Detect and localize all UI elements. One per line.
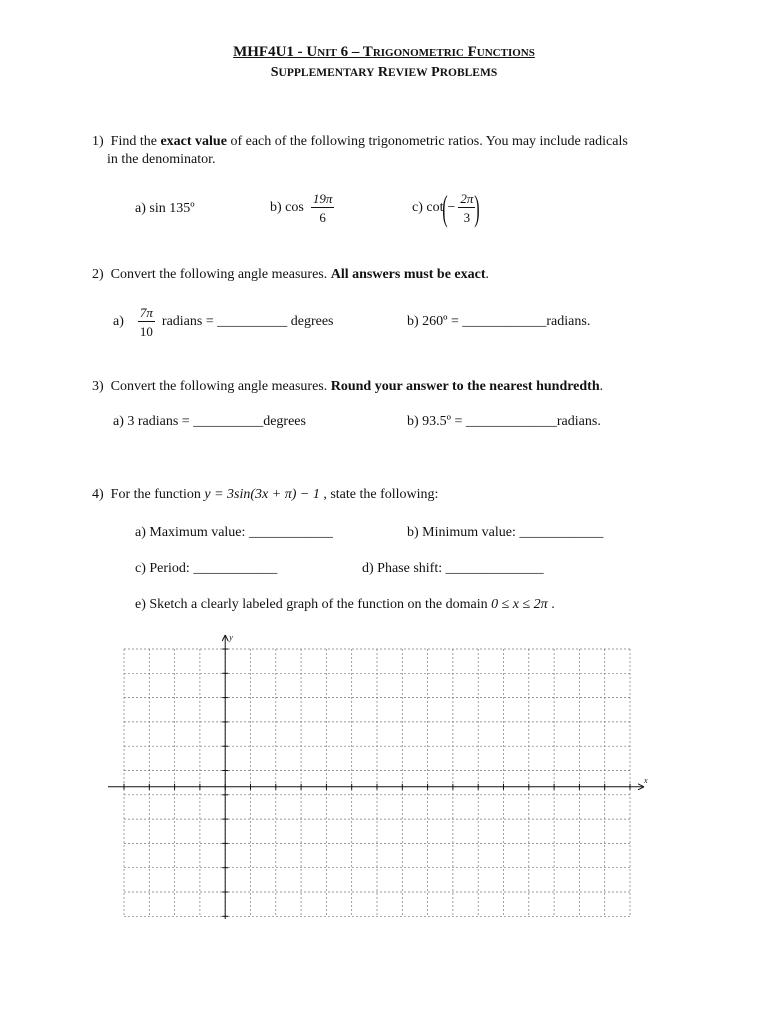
question-2a: a) $\frac{7\pi}{10}$ radians = __________ degrees: [113, 305, 334, 339]
axes: [108, 635, 644, 919]
fraction: $\frac{19\pi}{6}$: [312, 191, 333, 225]
question-4b: b) Minimum value: ____________: [407, 525, 604, 540]
question-4a: a) Maximum value: ____________: [135, 525, 333, 540]
graph-grid[interactable]: [104, 627, 650, 919]
page-subtitle: SUPPLEMENTARY REVIEW PROBLEMS: [270, 65, 498, 80]
grid-lines: [124, 649, 630, 916]
question-4-text: 4) For the function y = 3sin(3x + π) − 1 , state the following:: [92, 487, 439, 502]
page-title: MHF4U1 - UNIT 6 – TRIGONOMETRIC FUNCTIONS: [233, 44, 535, 60]
function-expression: y = 3sin(3x + π) − 1: [204, 487, 320, 502]
question-2-text: 2) Convert the following angle measures. All answers must be exact.: [92, 267, 489, 282]
question-1-text: 1) Find the exact value of each of the following trigonometric ratios. You may include radicals: [92, 134, 628, 149]
question-2b: b) 260º = ____________radians.: [407, 314, 591, 329]
fraction: $\frac{2\pi}{3}$: [460, 191, 474, 225]
question-1b: b) cos $\frac{19\pi}{6}$: [270, 191, 333, 225]
y-axis-label: y: [229, 633, 233, 642]
question-1a: a) sin 135º: [135, 201, 195, 216]
question-4d: d) Phase shift: ______________: [362, 561, 544, 576]
question-3-text: 3) Convert the following angle measures. Round your answer to the nearest hundredth.: [92, 379, 604, 394]
x-axis-label: x: [644, 775, 648, 785]
question-1-text-line2: in the denominator.: [107, 152, 216, 167]
question-1c: c) cot ( − $\frac{2\pi}{3}$ ): [412, 188, 481, 228]
fraction: $\frac{7\pi}{10}$: [139, 305, 153, 339]
domain-expression: 0 ≤ x ≤ 2π: [491, 597, 548, 612]
question-4e: e) Sketch a clearly labeled graph of the function on the domain 0 ≤ x ≤ 2π .: [135, 597, 555, 612]
question-4c: c) Period: ____________: [135, 561, 278, 576]
axis-arrowheads: [222, 635, 644, 790]
question-3a: a) 3 radians = __________degrees: [113, 414, 306, 429]
question-3b: b) 93.5º = _____________radians.: [407, 414, 601, 429]
